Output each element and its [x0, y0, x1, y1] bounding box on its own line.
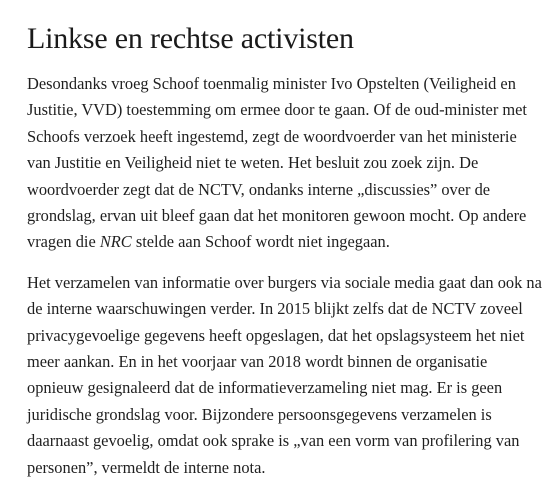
paragraph-2-line: privacygevoelige gegevens heeft opgeslagen, dat het opslagsysteem het niet	[27, 325, 525, 345]
paragraph-2-line: juridische grondslag voor. Bijzondere persoonsgegevens verzamelen is	[27, 404, 492, 424]
paragraph-1-line: Schoofs verzoek heeft ingestemd, zegt de woordvoerder van het ministerie	[27, 126, 517, 146]
paragraph-1-line: woordvoerder zegt dat de NCTV, ondanks interne „discussies” over de	[27, 179, 491, 199]
paragraph-1-last-line	[27, 229, 532, 255]
paragraph-1	[27, 71, 532, 256]
paragraph-2	[27, 270, 542, 481]
paragraph-1-line: Justitie, VVD) toestemming om ermee door te gaan. Of de oud-minister met	[27, 100, 527, 120]
paragraph-1-text-before-italic: vragen die	[27, 232, 100, 252]
paragraph-2-line: daarnaast gevoelig, omdat ook sprake is „van een vorm van profilering van	[27, 431, 520, 451]
paragraph-2-line: personen”, vermeldt de interne nota.	[27, 457, 266, 477]
paragraph-2-line: opnieuw gesignaleerd dat de informatieverzameling niet mag. Er is geen	[27, 378, 503, 398]
newspaper-name-italic: NRC	[99, 232, 132, 252]
paragraph-2-line: de interne waarschuwingen verder. In 2015 blijkt zelfs dat de NCTV zoveel	[27, 299, 523, 319]
paragraph-1-text-after-italic: stelde aan Schoof wordt niet ingegaan.	[131, 232, 390, 252]
previous-paragraph-cut-off	[27, 0, 532, 4]
paragraph-2-line: Het verzamelen van informatie over burgers via sociale media gaat dan ook na	[27, 272, 542, 292]
paragraph-1-line: Desondanks vroeg Schoof toenmalig minister Ivo Opstelten (Veiligheid en	[27, 74, 516, 93]
paragraph-1-line: van Justitie en Veiligheid niet te weten. Het besluit zou zoek zijn. De	[27, 153, 479, 173]
paragraph-2-line: meer aankan. En in het voorjaar van 2018 wordt binnen de organisatie	[27, 352, 488, 372]
article-body	[27, 0, 542, 481]
paragraph-1-line: grondslag, ervan uit bleef gaan dat het monitoren gewoon mocht. Op andere	[27, 206, 527, 226]
section-heading: Linkse en rechtse activisten	[27, 22, 354, 55]
